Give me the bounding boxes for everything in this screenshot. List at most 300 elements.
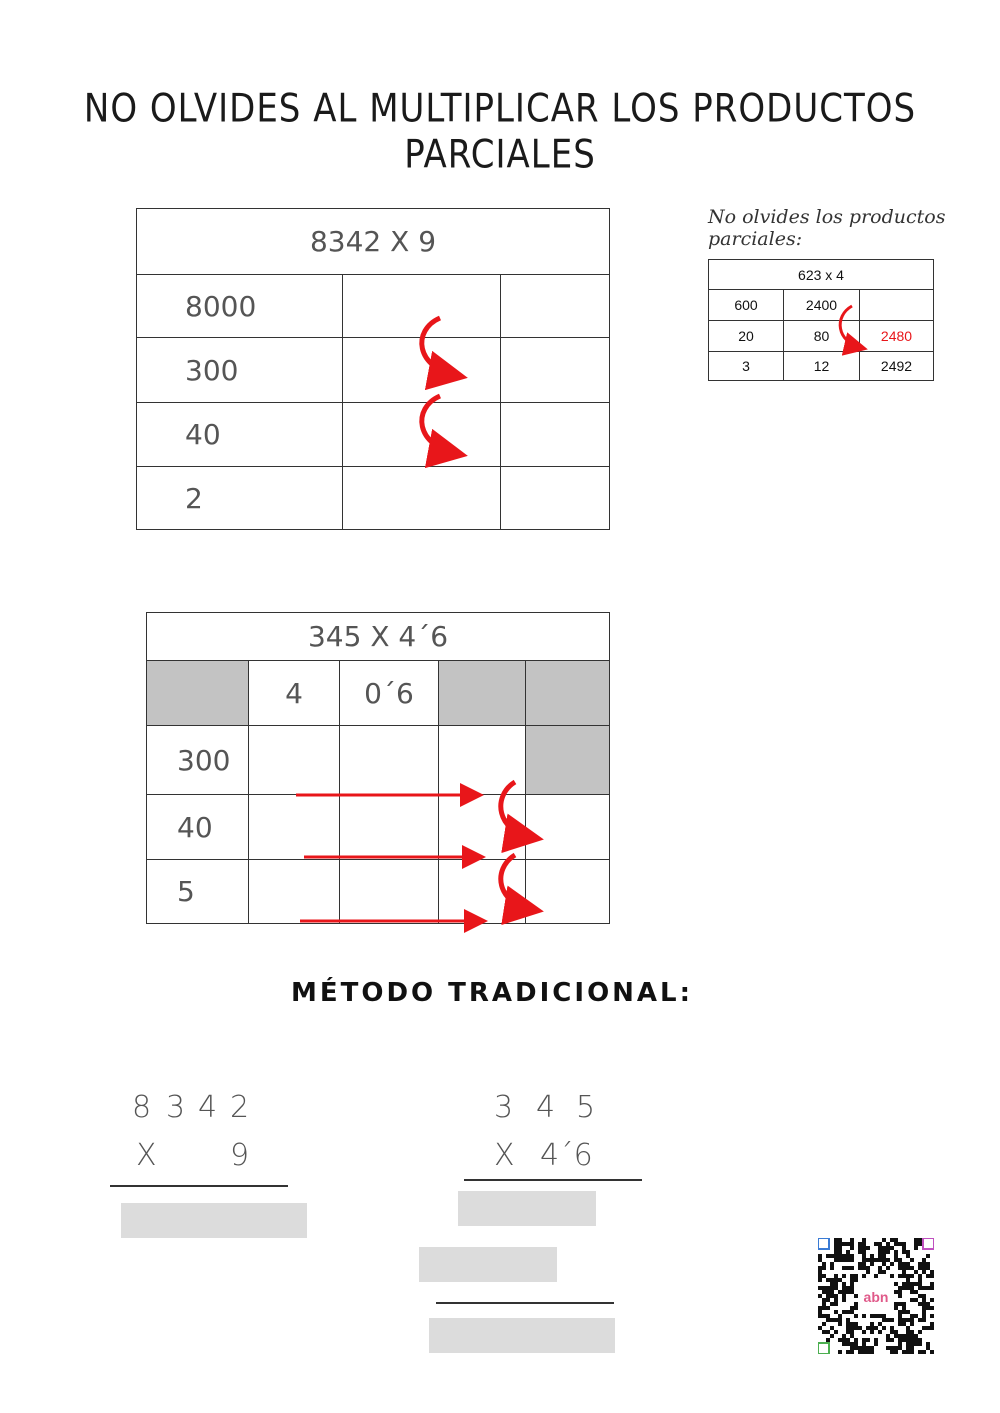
qr-module [902, 1242, 906, 1246]
qr-module [894, 1346, 898, 1350]
qr-module [890, 1338, 894, 1342]
qr-module [918, 1274, 922, 1278]
qr-module [902, 1302, 906, 1306]
qr-module [902, 1274, 906, 1278]
qr-module [862, 1254, 866, 1258]
qr-module [866, 1338, 870, 1342]
qr-module [910, 1290, 914, 1294]
qr-module [834, 1310, 838, 1314]
qr-module [906, 1338, 910, 1342]
qr-module [838, 1338, 842, 1342]
qr-module [926, 1274, 930, 1278]
qr-module [818, 1310, 822, 1314]
qr-module [874, 1342, 878, 1346]
qr-module [874, 1326, 878, 1330]
qr-module [922, 1350, 926, 1354]
qr-module [914, 1342, 918, 1346]
qr-module [902, 1282, 906, 1286]
qr-module [842, 1258, 846, 1262]
qr-module [894, 1238, 898, 1242]
qr-module [886, 1242, 890, 1246]
curved-arrow-icon [840, 306, 862, 348]
qr-module [858, 1326, 862, 1330]
digit: 9 [230, 1138, 250, 1173]
qr-module [894, 1282, 898, 1286]
divider-line [464, 1179, 642, 1181]
qr-module [850, 1242, 854, 1246]
qr-module [930, 1306, 934, 1310]
qr-module [882, 1258, 886, 1262]
qr-module [906, 1350, 910, 1354]
qr-module [906, 1282, 910, 1286]
qr-module [822, 1314, 826, 1318]
answer-box[interactable] [429, 1318, 615, 1353]
example-cell: 2492 [860, 352, 934, 381]
qr-module [870, 1314, 874, 1318]
qr-module [822, 1302, 826, 1306]
example-cell: 2400 [784, 290, 860, 321]
divider-line [110, 1185, 288, 1187]
qr-module [898, 1290, 902, 1294]
qr-module [886, 1346, 890, 1350]
qr-module [822, 1306, 826, 1310]
qr-module [910, 1314, 914, 1318]
qr-module [922, 1258, 926, 1262]
qr-module [862, 1242, 866, 1246]
qr-module [842, 1286, 846, 1290]
qr-module [854, 1346, 858, 1350]
qr-module [926, 1262, 930, 1266]
qr-module [910, 1342, 914, 1346]
qr-module [878, 1330, 882, 1334]
qr-module [922, 1310, 926, 1314]
table1-row-label: 8000 [137, 275, 343, 338]
qr-module [926, 1302, 930, 1306]
qr-module [870, 1326, 874, 1330]
qr-module [918, 1242, 922, 1246]
qr-module [914, 1298, 918, 1302]
qr-module [850, 1306, 854, 1310]
qr-module [878, 1322, 882, 1326]
qr-module [886, 1250, 890, 1254]
qr-module [918, 1330, 922, 1334]
qr-module [902, 1338, 906, 1342]
qr-module [826, 1278, 830, 1282]
qr-module [902, 1310, 906, 1314]
qr-module [882, 1250, 886, 1254]
qr-module [906, 1342, 910, 1346]
qr-module [894, 1242, 898, 1246]
qr-module [862, 1250, 866, 1254]
qr-module [898, 1310, 902, 1314]
qr-module [882, 1246, 886, 1250]
table2-header: 345 X 4´6 [147, 613, 610, 661]
qr-module [890, 1350, 894, 1354]
qr-module [882, 1314, 886, 1318]
qr-module [850, 1346, 854, 1350]
qr-module [894, 1290, 898, 1294]
qr-module [826, 1294, 830, 1298]
qr-module [850, 1246, 854, 1250]
qr-module [862, 1238, 866, 1242]
answer-box[interactable] [419, 1247, 557, 1282]
qr-module [866, 1350, 870, 1354]
qr-module [842, 1298, 846, 1302]
qr-module [834, 1302, 838, 1306]
digit: 4 [536, 1090, 556, 1125]
qr-module [862, 1246, 866, 1250]
example-cell-highlight: 2480 [860, 321, 934, 352]
qr-module [818, 1258, 822, 1262]
qr-module [818, 1294, 822, 1298]
example-cell: 20 [709, 321, 784, 352]
qr-module [890, 1318, 894, 1322]
qr-module [842, 1310, 846, 1314]
qr-module [902, 1286, 906, 1290]
qr-module [818, 1306, 822, 1310]
qr-module [826, 1330, 830, 1334]
qr-module [822, 1290, 826, 1294]
qr-module [834, 1330, 838, 1334]
qr-module [830, 1278, 834, 1282]
qr-module [834, 1318, 838, 1322]
qr-module [830, 1302, 834, 1306]
qr-module [906, 1278, 910, 1282]
curved-arrow-icon [501, 782, 534, 838]
digit: 4´6 [540, 1138, 593, 1173]
qr-module [846, 1258, 850, 1262]
qr-module [882, 1270, 886, 1274]
qr-module [878, 1250, 882, 1254]
qr-module [922, 1298, 926, 1302]
qr-module [878, 1242, 882, 1246]
qr-module [910, 1350, 914, 1354]
qr-module [930, 1298, 934, 1302]
qr-module [918, 1282, 922, 1286]
qr-module [930, 1286, 934, 1290]
qr-module [878, 1258, 882, 1262]
qr-module [918, 1338, 922, 1342]
qr-module [842, 1334, 846, 1338]
digit: 4 [198, 1090, 218, 1125]
qr-module [918, 1262, 922, 1266]
qr-module [922, 1294, 926, 1298]
qr-module [870, 1350, 874, 1354]
qr-module [894, 1330, 898, 1334]
qr-module [866, 1246, 870, 1250]
qr-module [838, 1278, 842, 1282]
qr-module [830, 1266, 834, 1270]
qr-module [910, 1338, 914, 1342]
qr-module [878, 1270, 882, 1274]
qr-module [894, 1350, 898, 1354]
qr-module [858, 1346, 862, 1350]
qr-module [830, 1286, 834, 1290]
qr-module [846, 1342, 850, 1346]
qr-module [930, 1274, 934, 1278]
qr-module [926, 1254, 930, 1258]
qr-module [846, 1290, 850, 1294]
qr-module [870, 1322, 874, 1326]
qr-module [862, 1338, 866, 1342]
qr-module [930, 1350, 934, 1354]
qr-module [850, 1238, 854, 1242]
qr-module [850, 1310, 854, 1314]
qr-module [914, 1238, 918, 1242]
qr-module [878, 1254, 882, 1258]
qr-module [850, 1274, 854, 1278]
qr-module [910, 1298, 914, 1302]
answer-box[interactable] [458, 1191, 596, 1226]
qr-module [846, 1330, 850, 1334]
qr-module [838, 1322, 842, 1326]
qr-module [842, 1282, 846, 1286]
qr-module [926, 1286, 930, 1290]
qr-module [914, 1242, 918, 1246]
qr-module [886, 1266, 890, 1270]
qr-module [826, 1286, 830, 1290]
qr-module [914, 1314, 918, 1318]
qr-module [906, 1250, 910, 1254]
qr-module [858, 1250, 862, 1254]
qr-module [850, 1322, 854, 1326]
qr-module [862, 1346, 866, 1350]
table2-row-label: 5 [147, 860, 249, 924]
qr-module [838, 1238, 842, 1242]
qr-module [926, 1266, 930, 1270]
qr-module [818, 1286, 822, 1290]
qr-module [850, 1290, 854, 1294]
qr-module [834, 1242, 838, 1246]
qr-module [906, 1266, 910, 1270]
qr-module [918, 1286, 922, 1290]
qr-module [886, 1318, 890, 1322]
qr-module [930, 1270, 934, 1274]
qr-module [890, 1262, 894, 1266]
qr-module [890, 1246, 894, 1250]
qr-module [914, 1290, 918, 1294]
qr-module [906, 1262, 910, 1266]
qr-module [870, 1258, 874, 1262]
table1-header: 8342 X 9 [137, 209, 610, 275]
qr-module [906, 1274, 910, 1278]
qr-module [882, 1262, 886, 1266]
qr-module [822, 1274, 826, 1278]
qr-module [830, 1282, 834, 1286]
qr-module [898, 1334, 902, 1338]
digit: 8 [132, 1090, 152, 1125]
digit: 3 [494, 1090, 514, 1125]
qr-module [926, 1342, 930, 1346]
times-sign: X [136, 1138, 157, 1173]
qr-module [906, 1330, 910, 1334]
qr-module [922, 1286, 926, 1290]
qr-module [918, 1350, 922, 1354]
qr-module [850, 1350, 854, 1354]
curved-arrow-icon [501, 855, 534, 910]
qr-module [838, 1242, 842, 1246]
qr-module [910, 1346, 914, 1350]
qr-module [874, 1258, 878, 1262]
qr-module [842, 1242, 846, 1246]
qr-module [918, 1294, 922, 1298]
qr-module [926, 1306, 930, 1310]
qr-module [894, 1334, 898, 1338]
qr-module [898, 1286, 902, 1290]
qr-module [834, 1238, 838, 1242]
qr-module [826, 1290, 830, 1294]
qr-module [838, 1250, 842, 1254]
qr-module [886, 1246, 890, 1250]
qr-module [898, 1322, 902, 1326]
qr-module [826, 1254, 830, 1258]
qr-module [834, 1294, 838, 1298]
table2-row-label: 300 [147, 726, 249, 795]
qr-module [870, 1262, 874, 1266]
qr-module [930, 1282, 934, 1286]
qr-module [910, 1334, 914, 1338]
qr-module [858, 1246, 862, 1250]
qr-code-icon [818, 1238, 934, 1354]
qr-module [910, 1318, 914, 1322]
qr-module [922, 1302, 926, 1306]
qr-module [930, 1326, 934, 1330]
qr-module [846, 1338, 850, 1342]
qr-module [830, 1290, 834, 1294]
qr-module [818, 1270, 822, 1274]
qr-module [862, 1342, 866, 1346]
qr-module [834, 1250, 838, 1254]
qr-module [902, 1262, 906, 1266]
qr-module [846, 1310, 850, 1314]
qr-module [910, 1258, 914, 1262]
qr-module [906, 1286, 910, 1290]
qr-module [822, 1298, 826, 1302]
qr-module [910, 1330, 914, 1334]
qr-module [898, 1346, 902, 1350]
qr-module [842, 1338, 846, 1342]
qr-module [906, 1254, 910, 1258]
qr-module [914, 1334, 918, 1338]
qr-module [882, 1254, 886, 1258]
qr-module [850, 1282, 854, 1286]
qr-module [894, 1258, 898, 1262]
qr-module [890, 1238, 894, 1242]
qr-module [902, 1350, 906, 1354]
qr-module [846, 1322, 850, 1326]
qr-module [902, 1322, 906, 1326]
qr-module [818, 1314, 822, 1318]
qr-module [826, 1318, 830, 1322]
qr-module [866, 1326, 870, 1330]
qr-module [826, 1306, 830, 1310]
qr-module [818, 1266, 822, 1270]
example-note: No olvides los productos parciales: [708, 206, 946, 250]
qr-module [854, 1322, 858, 1326]
qr-module [854, 1294, 858, 1298]
qr-module [894, 1302, 898, 1306]
qr-module [842, 1254, 846, 1258]
qr-module [918, 1342, 922, 1346]
qr-module [890, 1274, 894, 1278]
qr-module [842, 1274, 846, 1278]
digit: 3 [166, 1090, 186, 1125]
table1-row-label: 40 [137, 403, 343, 467]
qr-module [874, 1338, 878, 1342]
qr-module [914, 1270, 918, 1274]
qr-module [906, 1318, 910, 1322]
qr-module [898, 1338, 902, 1342]
qr-module [830, 1254, 834, 1258]
qr-module [842, 1342, 846, 1346]
qr-module [850, 1286, 854, 1290]
qr-module [910, 1322, 914, 1326]
qr-module [854, 1274, 858, 1278]
qr-module [834, 1298, 838, 1302]
qr-module [834, 1258, 838, 1262]
qr-module [910, 1286, 914, 1290]
qr-module [830, 1262, 834, 1266]
qr-module [846, 1318, 850, 1322]
qr-module [890, 1330, 894, 1334]
qr-module [838, 1290, 842, 1294]
qr-module [830, 1334, 834, 1338]
qr-module [822, 1330, 826, 1334]
qr-module [914, 1338, 918, 1342]
qr-module [898, 1318, 902, 1322]
qr-module [902, 1246, 906, 1250]
qr-module [870, 1346, 874, 1350]
qr-module [882, 1238, 886, 1242]
qr-module [922, 1270, 926, 1274]
qr-module [866, 1258, 870, 1262]
qr-module [858, 1350, 862, 1354]
example-cell: 3 [709, 352, 784, 381]
qr-module [902, 1266, 906, 1270]
qr-module [906, 1334, 910, 1338]
qr-module [838, 1350, 842, 1354]
qr-module [850, 1266, 854, 1270]
qr-module [862, 1258, 866, 1262]
table2-col-header: 0´6 [340, 661, 439, 726]
qr-module [898, 1242, 902, 1246]
qr-module [822, 1262, 826, 1266]
qr-module [914, 1246, 918, 1250]
digit: 2 [230, 1090, 250, 1125]
qr-module [886, 1334, 890, 1338]
qr-module [834, 1246, 838, 1250]
qr-module [858, 1242, 862, 1246]
qr-module [902, 1270, 906, 1274]
qr-module [906, 1310, 910, 1314]
answer-box[interactable] [121, 1203, 307, 1238]
qr-module [862, 1314, 866, 1318]
curved-arrow-icon [422, 318, 458, 376]
qr-module [854, 1326, 858, 1330]
qr-module [918, 1266, 922, 1270]
qr-module [902, 1334, 906, 1338]
qr-module [862, 1266, 866, 1270]
qr-module [898, 1266, 902, 1270]
qr-module [890, 1326, 894, 1330]
qr-module [922, 1326, 926, 1330]
qr-module [894, 1250, 898, 1254]
qr-module [838, 1258, 842, 1262]
qr-module [846, 1350, 850, 1354]
qr-module [918, 1278, 922, 1282]
qr-module [898, 1314, 902, 1318]
qr-module [818, 1254, 822, 1258]
